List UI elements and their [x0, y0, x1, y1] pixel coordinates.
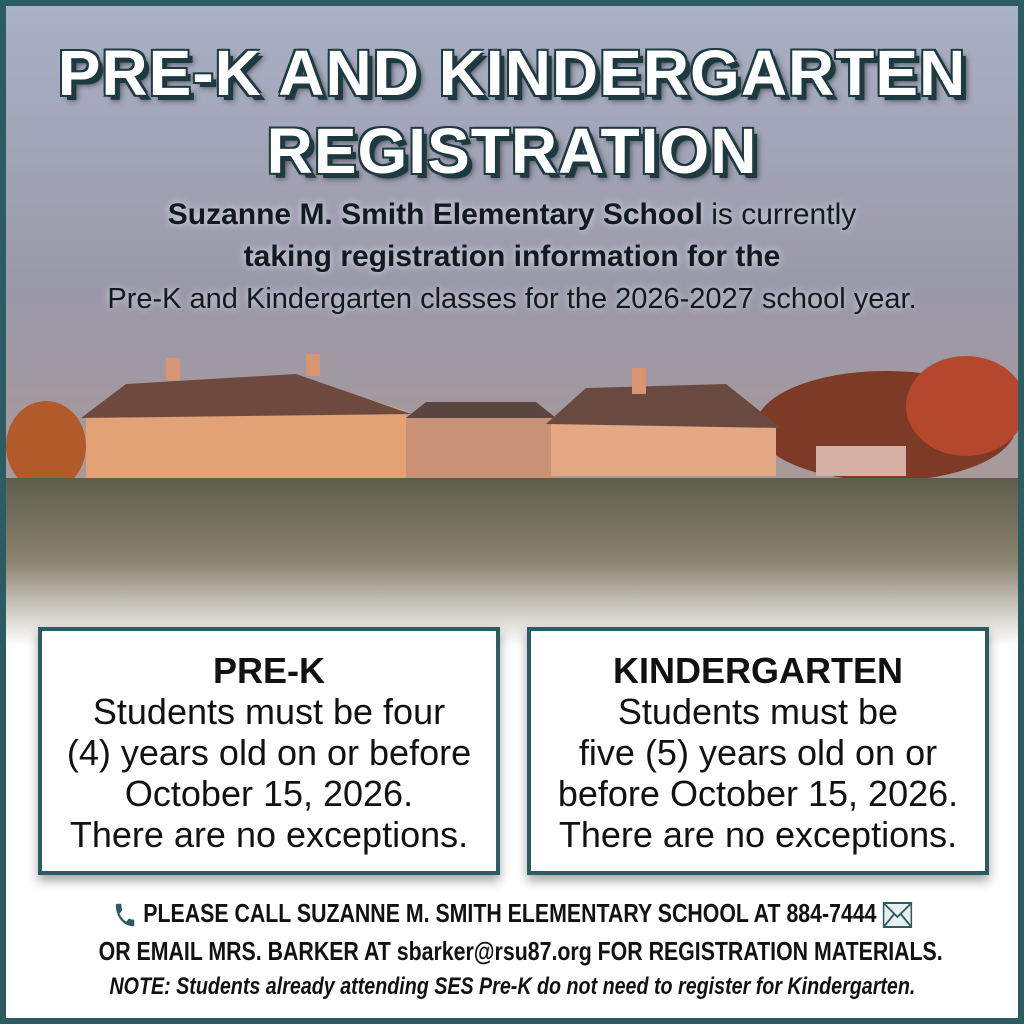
kindergarten-line: before October 15, 2026.	[557, 773, 959, 814]
call-text: PLEASE CALL SUZANNE M. SMITH ELEMENTARY SCHOOL AT 884-7444	[142, 898, 877, 928]
prek-line: October 15, 2026.	[124, 773, 414, 814]
prek-line: There are no exceptions.	[69, 814, 469, 855]
kindergarten-box	[527, 627, 989, 875]
title-line-1: PRE-K AND KINDERGARTEN	[57, 37, 967, 109]
title-line-2: REGISTRATION	[266, 115, 758, 187]
intro-line-2-text: taking registration information for the	[243, 240, 781, 273]
email-text: OR EMAIL MRS. BARKER AT sbarker@rsu87.org FOR REGISTRATION MATERIALS.	[98, 936, 943, 966]
kindergarten-heading: KINDERGARTEN	[612, 650, 903, 691]
intro-line-1	[6, 198, 1018, 232]
school-name: Suzanne M. Smith Elementary School	[167, 198, 703, 231]
call-line	[6, 898, 1018, 930]
kindergarten-line: five (5) years old on or	[578, 732, 938, 773]
intro-line-2	[6, 240, 1018, 274]
phone-icon	[112, 900, 137, 930]
intro-line-3: Pre-K and Kindergarten classes for the 2026-2027 school year.	[107, 283, 917, 315]
email-line	[6, 936, 1018, 967]
kindergarten-line: Students must be	[617, 691, 899, 732]
envelope-icon	[882, 902, 912, 928]
kindergarten-line: There are no exceptions.	[558, 814, 958, 855]
prek-heading: PRE-K	[212, 650, 325, 691]
flyer	[6, 6, 1018, 1018]
note-line	[6, 973, 1018, 1001]
prek-box	[38, 627, 500, 875]
note-text: NOTE: Students already attending SES Pre-K do not need to register for Kindergarten.	[109, 973, 915, 1000]
intro-line-1-rest: is currently	[702, 198, 857, 231]
prek-line: (4) years old on or before	[66, 732, 472, 773]
prek-line: Students must be four	[92, 691, 446, 732]
